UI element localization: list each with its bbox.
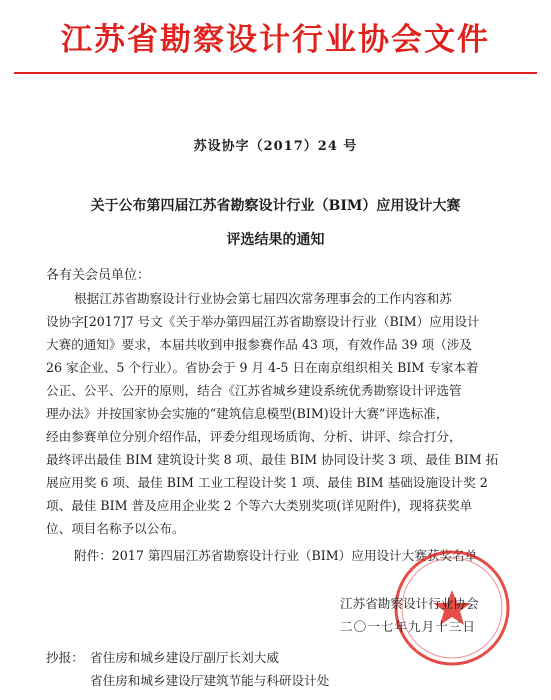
body-line: 根据江苏省勘察设计行业协会第七届四次常务理事会的工作内容和苏 xyxy=(74,291,452,306)
cc-recipient: 省住房和城乡建设厅副厅长刘大威 xyxy=(90,650,279,665)
attachment-note: 附件：2017 第四届江苏省勘察设计行业（BIM）应用设计大赛获奖名单 xyxy=(74,548,478,563)
issuer-name: 江苏省勘察设计行业协会 xyxy=(340,596,479,611)
body-line: 大赛的通知》要求，本届共收到申报参赛作品 43 项，有效作品 39 项（涉及 xyxy=(46,337,472,352)
document-title-line-1: 关于公布第四届江苏省勘察设计行业（BIM）应用设计大赛 xyxy=(90,198,461,214)
body-line: 理办法》并按国家协会实施的“建筑信息模型(BIM)设计大赛”评选标准， xyxy=(46,406,449,421)
body-line: 最终评出最佳 BIM 建筑设计奖 8 项、最佳 BIM 协同设计奖 3 项、最佳 BIM 拓 xyxy=(46,452,499,467)
letterhead-title: 江苏省勘察设计行业协会文件 xyxy=(61,22,490,58)
body-line: 设协字[2017]7 号文《关于举办第四届江苏省勘察设计行业（BIM）应用设计 xyxy=(46,314,480,329)
body-line: 展应用奖 6 项、最佳 BIM 工业工程设计奖 1 项、最佳 BIM 基础设施设计奖 2 xyxy=(46,475,488,490)
salutation: 各有关会员单位： xyxy=(46,268,151,283)
cc-label: 抄报： xyxy=(46,650,84,665)
issue-date: 二〇一七年九月十三日 xyxy=(340,619,476,634)
body-line: 26 家企业、5 个行业）。省协会于 9 月 4-5 日在南京组织相关 BIM 专家本着 xyxy=(46,360,479,375)
document-number: 苏设协字（2017）24 号 xyxy=(193,139,358,154)
cc-recipient: 省住房和城乡建设厅建筑节能与科研设计处 xyxy=(90,673,330,688)
body-line: 位、项目名称予以公布。 xyxy=(46,521,185,536)
body-line: 项、最佳 BIM 普及应用企业奖 2 个等六大类别奖项(详见附件)，现将获奖单 xyxy=(46,498,473,513)
document-title-line-2: 评选结果的通知 xyxy=(226,232,325,248)
letterhead-rule xyxy=(14,72,537,74)
body-line: 经由参赛单位分别介绍作品，评委分组现场质询、分析、讲评、综合打分， xyxy=(46,429,462,444)
body-line: 公正、公平、公开的原则，结合《江苏省城乡建设系统优秀勘察设计评选管 xyxy=(46,383,462,398)
